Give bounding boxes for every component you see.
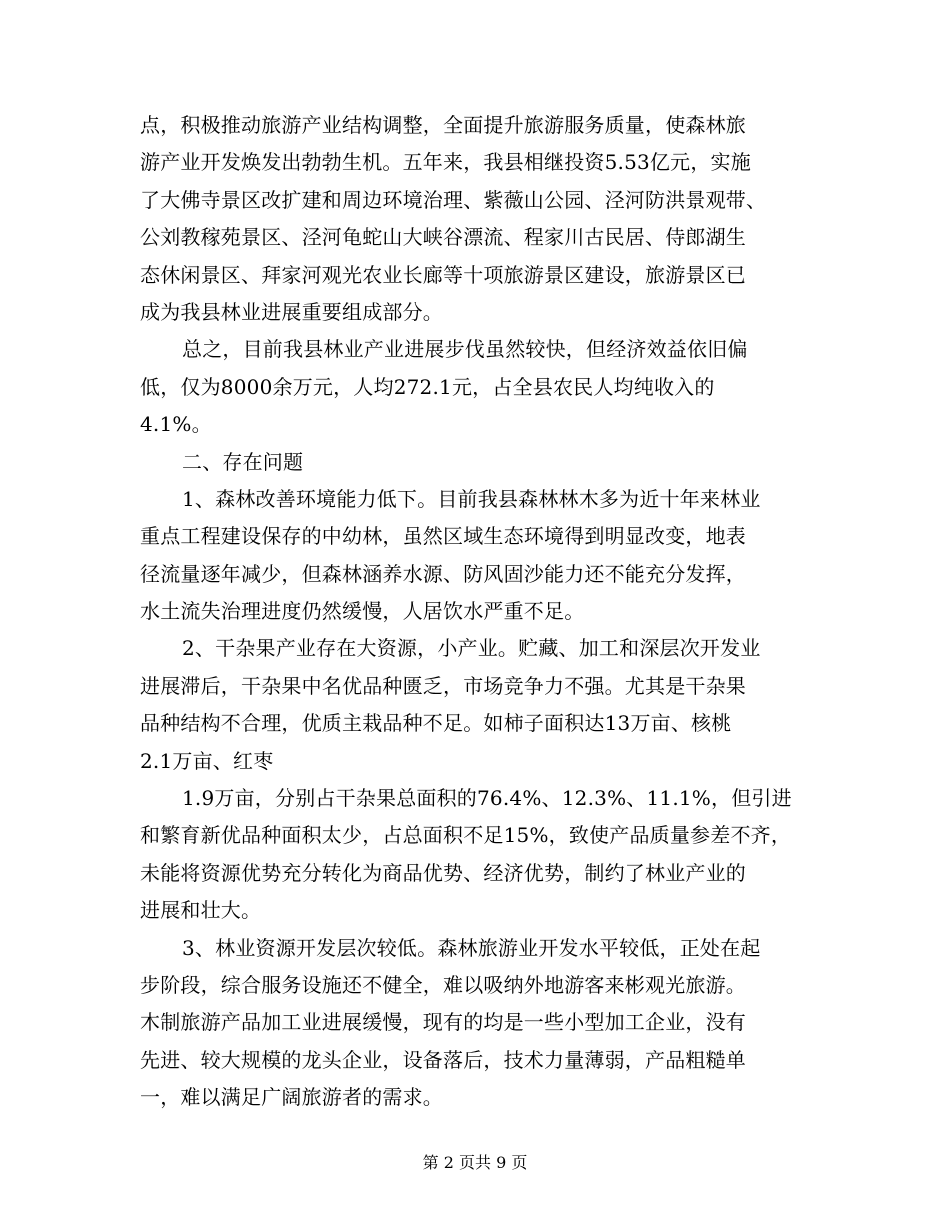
text-line: 1.9万亩，分别占干杂果总面积的76.4%、12.3%、11.1%，但引进	[182, 786, 792, 811]
section-heading: 二、存在问题	[182, 449, 304, 474]
text-line: 成为我县林业进展重要组成部分。	[140, 299, 443, 324]
text-line: 态休闲景区、拜家河观光农业长廊等十项旅游景区建设，旅游景区已	[140, 262, 746, 287]
text-line: 先进、较大规模的龙头企业，设备落后，技术力量薄弱，产品粗糙单	[140, 1047, 746, 1072]
text-line: 水土流失治理进度仍然缓慢，人居饮水严重不足。	[140, 599, 585, 624]
text-line: 进展滞后，干杂果中名优品种匮乏，市场竞争力不强。尤其是干杂果	[140, 673, 746, 698]
text-line: 4.1%。	[140, 412, 212, 437]
text-line: 重点工程建设保存的中幼林，虽然区域生态环境得到明显改变，地表	[140, 524, 746, 549]
page-footer: 第 2 页共 9 页	[422, 1153, 528, 1172]
text-line: 一，难以满足广阔旅游者的需求。	[140, 1085, 443, 1110]
text-line: 了大佛寺景区改扩建和周边环境治理、紫薇山公园、泾河防洪景观带、	[140, 187, 767, 212]
text-line: 总之，目前我县林业产业进展步伐虽然较快，但经济效益依旧偏	[182, 337, 748, 362]
text-line: 低，仅为8000余万元，人均272.1元，占全县农民人均纯收入的	[140, 374, 715, 399]
text-line: 2.1万亩、红枣	[140, 748, 274, 773]
text-line: 2、干杂果产业存在大资源，小产业。贮藏、加工和深层次开发业	[182, 636, 761, 661]
text-line: 步阶段，综合服务设施还不健全，难以吸纳外地游客来彬观光旅游。	[140, 972, 746, 997]
text-line: 木制旅游产品加工业进展缓慢，现有的均是一些小型加工企业，没有	[140, 1010, 746, 1035]
text-line: 3、林业资源开发层次较低。森林旅游业开发水平较低，正处在起	[182, 935, 761, 960]
text-line: 和繁育新优品种面积太少，占总面积不足15%，致使产品质量参差不齐，	[140, 823, 792, 848]
body-text	[140, 107, 840, 1117]
text-line: 点，积极推动旅游产业结构调整，全面提升旅游服务质量，使森林旅	[140, 113, 746, 137]
text-line: 进展和壮大。	[140, 898, 262, 923]
text-line: 1、森林改善环境能力低下。目前我县森林林木多为近十年来林业	[182, 486, 761, 511]
text-line: 公刘教稼苑景区、泾河龟蛇山大峡谷漂流、程家川古民居、侍郎湖生	[140, 225, 746, 250]
text-line: 径流量逐年减少，但森林涵养水源、防风固沙能力还不能充分发挥，	[140, 561, 746, 586]
text-line: 品种结构不合理，优质主栽品种不足。如柿子面积达13万亩、核桃	[140, 711, 732, 736]
text-line: 未能将资源优势充分转化为商品优势、经济优势，制约了林业产业的	[140, 860, 746, 885]
text-line: 游产业开发焕发出勃勃生机。五年来，我县相继投资5.53亿元，实施	[140, 150, 751, 175]
